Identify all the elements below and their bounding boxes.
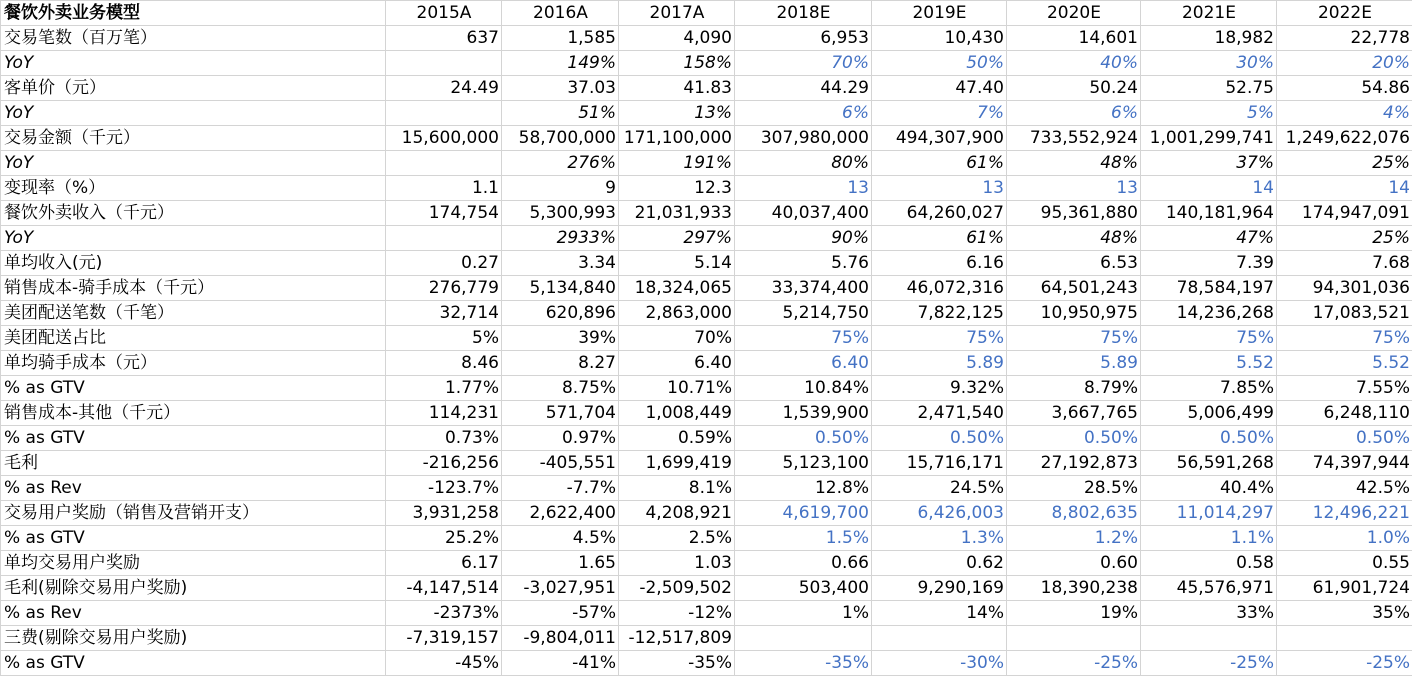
data-cell[interactable]: 14,601	[1007, 26, 1141, 51]
row-label[interactable]: 毛利(剔除交易用户奖励)	[1, 576, 386, 601]
data-cell[interactable]: 21,031,933	[619, 201, 735, 226]
data-cell[interactable]: 10,950,975	[1007, 301, 1141, 326]
data-cell[interactable]: 61,901,724	[1277, 576, 1412, 601]
data-cell[interactable]: 5.14	[619, 251, 735, 276]
year-header[interactable]: 2019E	[872, 1, 1007, 26]
data-cell[interactable]: 140,181,964	[1141, 201, 1277, 226]
data-cell[interactable]: 27,192,873	[1007, 451, 1141, 476]
data-cell[interactable]: 12.8%	[735, 476, 872, 501]
data-cell[interactable]: -4,147,514	[386, 576, 502, 601]
data-cell[interactable]: 78,584,197	[1141, 276, 1277, 301]
row-label[interactable]: 单均交易用户奖励	[1, 551, 386, 576]
data-cell[interactable]: -2373%	[386, 601, 502, 626]
data-cell[interactable]: 2,471,540	[872, 401, 1007, 426]
data-cell[interactable]: 25.2%	[386, 526, 502, 551]
sheet-title[interactable]: 餐饮外卖业务模型	[1, 1, 386, 26]
data-cell[interactable]: 18,390,238	[1007, 576, 1141, 601]
table-row	[1, 126, 1412, 151]
data-cell[interactable]: 5.52	[1277, 351, 1412, 376]
data-cell[interactable]	[1277, 626, 1412, 651]
data-cell[interactable]: 0.73%	[386, 426, 502, 451]
data-cell[interactable]: 11,014,297	[1141, 501, 1277, 526]
data-cell[interactable]: 0.27	[386, 251, 502, 276]
data-cell[interactable]	[735, 626, 872, 651]
data-cell[interactable]: 4,619,700	[735, 501, 872, 526]
data-cell[interactable]: 95,361,880	[1007, 201, 1141, 226]
data-cell[interactable]: 64,501,243	[1007, 276, 1141, 301]
data-cell[interactable]: 0.60	[1007, 551, 1141, 576]
row-label[interactable]: 餐饮外卖收入（千元）	[1, 201, 386, 226]
data-cell[interactable]: 503,400	[735, 576, 872, 601]
data-cell[interactable]: 8.27	[502, 351, 619, 376]
data-cell[interactable]: 4,090	[619, 26, 735, 51]
data-cell[interactable]: 54.86	[1277, 76, 1412, 101]
data-cell[interactable]: 33%	[1141, 601, 1277, 626]
data-cell[interactable]: 12,496,221	[1277, 501, 1412, 526]
data-cell[interactable]: 13	[735, 176, 872, 201]
table-row	[1, 176, 1412, 201]
row-label[interactable]: % as GTV	[1, 526, 386, 551]
year-header[interactable]: 2015A	[386, 1, 502, 26]
data-cell[interactable]: 6.53	[1007, 251, 1141, 276]
table-row	[1, 101, 1412, 126]
data-cell[interactable]: 1.03	[619, 551, 735, 576]
data-cell[interactable]: -25%	[1007, 651, 1141, 676]
data-cell[interactable]: 25%	[1277, 226, 1412, 251]
data-cell[interactable]: 5%	[1141, 101, 1277, 126]
data-cell[interactable]: 174,754	[386, 201, 502, 226]
data-cell[interactable]: 3,931,258	[386, 501, 502, 526]
data-cell[interactable]: -3,027,951	[502, 576, 619, 601]
row-label[interactable]: 交易金额（千元）	[1, 126, 386, 151]
data-cell[interactable]: 158%	[619, 51, 735, 76]
data-cell[interactable]: 37.03	[502, 76, 619, 101]
row-label[interactable]: 客单价（元）	[1, 76, 386, 101]
data-cell[interactable]: 1.2%	[1007, 526, 1141, 551]
data-cell[interactable]: 75%	[735, 326, 872, 351]
table-row	[1, 626, 1412, 651]
data-cell[interactable]: 6,248,110	[1277, 401, 1412, 426]
data-cell[interactable]: 1,249,622,076	[1277, 126, 1412, 151]
data-cell[interactable]: 75%	[1141, 326, 1277, 351]
data-cell[interactable]: 571,704	[502, 401, 619, 426]
data-cell[interactable]: 7.68	[1277, 251, 1412, 276]
data-cell[interactable]: 2.5%	[619, 526, 735, 551]
data-cell[interactable]: 44.29	[735, 76, 872, 101]
year-header[interactable]: 2018E	[735, 1, 872, 26]
year-header[interactable]: 2020E	[1007, 1, 1141, 26]
data-cell[interactable]: 5,123,100	[735, 451, 872, 476]
data-cell[interactable]: 47%	[1141, 226, 1277, 251]
data-cell[interactable]: 6.16	[872, 251, 1007, 276]
data-cell[interactable]: 1,001,299,741	[1141, 126, 1277, 151]
data-cell[interactable]	[386, 151, 502, 176]
data-cell[interactable]: 50.24	[1007, 76, 1141, 101]
table-row	[1, 551, 1412, 576]
row-label[interactable]: 三费(剔除交易用户奖励)	[1, 626, 386, 651]
data-cell[interactable]: 4,208,921	[619, 501, 735, 526]
data-cell[interactable]: 47.40	[872, 76, 1007, 101]
data-cell[interactable]: 174,947,091	[1277, 201, 1412, 226]
data-cell[interactable]: 6.40	[735, 351, 872, 376]
data-cell[interactable]: 0.50%	[1141, 426, 1277, 451]
data-cell[interactable]: -25%	[1141, 651, 1277, 676]
data-cell[interactable]: 28.5%	[1007, 476, 1141, 501]
data-cell[interactable]: 61%	[872, 226, 1007, 251]
data-cell[interactable]: 42.5%	[1277, 476, 1412, 501]
data-cell[interactable]: 7.55%	[1277, 376, 1412, 401]
data-cell[interactable]: 9	[502, 176, 619, 201]
table-row	[1, 151, 1412, 176]
data-cell[interactable]: 52.75	[1141, 76, 1277, 101]
table-row	[1, 326, 1412, 351]
data-cell[interactable]: 7.39	[1141, 251, 1277, 276]
data-cell[interactable]: 22,778	[1277, 26, 1412, 51]
data-cell[interactable]: 5.52	[1141, 351, 1277, 376]
table-row	[1, 51, 1412, 76]
row-label[interactable]: 交易笔数（百万笔）	[1, 26, 386, 51]
data-cell[interactable]: 25%	[1277, 151, 1412, 176]
table-row	[1, 201, 1412, 226]
data-cell[interactable]: 0.55	[1277, 551, 1412, 576]
data-cell[interactable]: 3,667,765	[1007, 401, 1141, 426]
data-cell[interactable]: 191%	[619, 151, 735, 176]
data-cell[interactable]: 5,134,840	[502, 276, 619, 301]
row-label[interactable]: 单均骑手成本（元）	[1, 351, 386, 376]
table-row	[1, 526, 1412, 551]
data-cell[interactable]: 1.5%	[735, 526, 872, 551]
data-cell[interactable]: 70%	[735, 51, 872, 76]
data-cell[interactable]	[1141, 626, 1277, 651]
data-cell[interactable]: 64,260,027	[872, 201, 1007, 226]
data-cell[interactable]: 5%	[386, 326, 502, 351]
data-cell[interactable]: 13	[872, 176, 1007, 201]
data-cell[interactable]: 7,822,125	[872, 301, 1007, 326]
data-cell[interactable]: -405,551	[502, 451, 619, 476]
data-cell[interactable]: 2933%	[502, 226, 619, 251]
data-cell[interactable]: 32,714	[386, 301, 502, 326]
row-label[interactable]: 单均收入(元)	[1, 251, 386, 276]
data-cell[interactable]: 5,300,993	[502, 201, 619, 226]
table-row	[1, 401, 1412, 426]
data-cell[interactable]: -35%	[619, 651, 735, 676]
data-cell[interactable]: 7.85%	[1141, 376, 1277, 401]
data-cell[interactable]: 14%	[872, 601, 1007, 626]
data-cell[interactable]: 0.97%	[502, 426, 619, 451]
data-cell[interactable]: 39%	[502, 326, 619, 351]
data-cell[interactable]: 14	[1277, 176, 1412, 201]
data-cell[interactable]: -7.7%	[502, 476, 619, 501]
data-cell[interactable]: 1%	[735, 601, 872, 626]
data-cell[interactable]: -25%	[1277, 651, 1412, 676]
data-cell[interactable]: 80%	[735, 151, 872, 176]
data-cell[interactable]: 6%	[1007, 101, 1141, 126]
data-cell[interactable]: 5.89	[872, 351, 1007, 376]
data-cell[interactable]: 1.77%	[386, 376, 502, 401]
row-label[interactable]: 变现率（%）	[1, 176, 386, 201]
data-cell[interactable]: 1.3%	[872, 526, 1007, 551]
table-row	[1, 226, 1412, 251]
data-cell[interactable]: 70%	[619, 326, 735, 351]
table-row	[1, 376, 1412, 401]
data-cell[interactable]: 50%	[872, 51, 1007, 76]
table-row	[1, 351, 1412, 376]
data-cell[interactable]: 10.84%	[735, 376, 872, 401]
data-cell[interactable]: -35%	[735, 651, 872, 676]
data-cell[interactable]: 8,802,635	[1007, 501, 1141, 526]
row-label[interactable]: YoY	[1, 226, 386, 251]
data-cell[interactable]: 51%	[502, 101, 619, 126]
data-cell[interactable]: -7,319,157	[386, 626, 502, 651]
data-cell[interactable]: 637	[386, 26, 502, 51]
data-cell[interactable]: 2,863,000	[619, 301, 735, 326]
data-cell[interactable]: 114,231	[386, 401, 502, 426]
data-cell[interactable]: 18,324,065	[619, 276, 735, 301]
data-cell[interactable]: 1.0%	[1277, 526, 1412, 551]
data-cell[interactable]: 14	[1141, 176, 1277, 201]
row-label[interactable]: YoY	[1, 51, 386, 76]
data-cell[interactable]: -123.7%	[386, 476, 502, 501]
data-cell[interactable]: 5,214,750	[735, 301, 872, 326]
data-cell[interactable]: 41.83	[619, 76, 735, 101]
data-cell[interactable]: -30%	[872, 651, 1007, 676]
year-header[interactable]: 2022E	[1277, 1, 1412, 26]
data-cell[interactable]: 5.89	[1007, 351, 1141, 376]
data-cell[interactable]: 12.3	[619, 176, 735, 201]
data-cell[interactable]: 90%	[735, 226, 872, 251]
data-cell[interactable]: 17,083,521	[1277, 301, 1412, 326]
data-cell[interactable]: 0.66	[735, 551, 872, 576]
data-cell[interactable]	[386, 51, 502, 76]
data-cell[interactable]: 94,301,036	[1277, 276, 1412, 301]
data-cell[interactable]	[1007, 626, 1141, 651]
table-row	[1, 576, 1412, 601]
data-cell[interactable]: 4%	[1277, 101, 1412, 126]
data-cell[interactable]: 0.59%	[619, 426, 735, 451]
data-cell[interactable]: 10,430	[872, 26, 1007, 51]
data-cell[interactable]: 1.1	[386, 176, 502, 201]
data-cell[interactable]: 0.62	[872, 551, 1007, 576]
data-cell[interactable]: 13%	[619, 101, 735, 126]
data-cell[interactable]: 1.65	[502, 551, 619, 576]
row-label[interactable]: % as GTV	[1, 426, 386, 451]
data-cell[interactable]: 0.50%	[1007, 426, 1141, 451]
data-cell[interactable]: 10.71%	[619, 376, 735, 401]
data-cell[interactable]: 33,374,400	[735, 276, 872, 301]
data-cell[interactable]: 2,622,400	[502, 501, 619, 526]
table-row	[1, 476, 1412, 501]
data-cell[interactable]: 171,100,000	[619, 126, 735, 151]
data-cell[interactable]: 6.40	[619, 351, 735, 376]
data-cell[interactable]: 40%	[1007, 51, 1141, 76]
data-cell[interactable]: 297%	[619, 226, 735, 251]
data-cell[interactable]: 149%	[502, 51, 619, 76]
data-cell[interactable]: 74,397,944	[1277, 451, 1412, 476]
data-cell[interactable]: 6,953	[735, 26, 872, 51]
sheet-body	[1, 1, 1412, 676]
data-cell[interactable]: 0.58	[1141, 551, 1277, 576]
row-label[interactable]: % as Rev	[1, 476, 386, 501]
header-row	[1, 1, 1412, 26]
data-cell[interactable]: 15,716,171	[872, 451, 1007, 476]
data-cell[interactable]: 307,980,000	[735, 126, 872, 151]
data-cell[interactable]: 8.75%	[502, 376, 619, 401]
data-cell[interactable]: -45%	[386, 651, 502, 676]
data-cell[interactable]: 0.50%	[872, 426, 1007, 451]
data-cell[interactable]: 6.17	[386, 551, 502, 576]
row-label[interactable]: 销售成本-骑手成本（千元）	[1, 276, 386, 301]
data-cell[interactable]: 1,008,449	[619, 401, 735, 426]
data-cell[interactable]	[872, 626, 1007, 651]
data-cell[interactable]: 37%	[1141, 151, 1277, 176]
table-row	[1, 501, 1412, 526]
data-cell[interactable]: 5,006,499	[1141, 401, 1277, 426]
data-cell[interactable]: 0.50%	[1277, 426, 1412, 451]
data-cell[interactable]: -41%	[502, 651, 619, 676]
data-cell[interactable]: 48%	[1007, 226, 1141, 251]
year-header[interactable]: 2021E	[1141, 1, 1277, 26]
row-label[interactable]: 美团配送占比	[1, 326, 386, 351]
data-cell[interactable]: 56,591,268	[1141, 451, 1277, 476]
data-cell[interactable]: 48%	[1007, 151, 1141, 176]
data-cell[interactable]: 276,779	[386, 276, 502, 301]
data-cell[interactable]: 18,982	[1141, 26, 1277, 51]
row-label[interactable]: 交易用户奖励（销售及营销开支）	[1, 501, 386, 526]
data-cell[interactable]: 20%	[1277, 51, 1412, 76]
table-row	[1, 601, 1412, 626]
data-cell[interactable]: -12,517,809	[619, 626, 735, 651]
data-cell[interactable]: 40,037,400	[735, 201, 872, 226]
data-cell[interactable]: 46,072,316	[872, 276, 1007, 301]
data-cell[interactable]: 733,552,924	[1007, 126, 1141, 151]
data-cell[interactable]: 8.46	[386, 351, 502, 376]
data-cell[interactable]: -9,804,011	[502, 626, 619, 651]
data-cell[interactable]: 9.32%	[872, 376, 1007, 401]
data-cell[interactable]: -57%	[502, 601, 619, 626]
row-label[interactable]: 美团配送笔数（千笔）	[1, 301, 386, 326]
data-cell[interactable]: 58,700,000	[502, 126, 619, 151]
data-cell[interactable]: 1,585	[502, 26, 619, 51]
table-row	[1, 76, 1412, 101]
data-cell[interactable]: 30%	[1141, 51, 1277, 76]
data-cell[interactable]: 24.5%	[872, 476, 1007, 501]
data-cell[interactable]: 35%	[1277, 601, 1412, 626]
data-cell[interactable]: 0.50%	[735, 426, 872, 451]
row-label[interactable]: % as GTV	[1, 651, 386, 676]
data-cell[interactable]: 1,539,900	[735, 401, 872, 426]
data-cell[interactable]: -12%	[619, 601, 735, 626]
table-row	[1, 451, 1412, 476]
table-row	[1, 26, 1412, 51]
data-cell[interactable]: -216,256	[386, 451, 502, 476]
data-cell[interactable]: 276%	[502, 151, 619, 176]
data-cell[interactable]: 14,236,268	[1141, 301, 1277, 326]
data-cell[interactable]	[386, 226, 502, 251]
table-row	[1, 651, 1412, 676]
data-cell[interactable]: 1.1%	[1141, 526, 1277, 551]
row-label[interactable]: YoY	[1, 151, 386, 176]
data-cell[interactable]: 6%	[735, 101, 872, 126]
data-cell[interactable]: 75%	[872, 326, 1007, 351]
row-label[interactable]: % as GTV	[1, 376, 386, 401]
table-row	[1, 426, 1412, 451]
row-label[interactable]: YoY	[1, 101, 386, 126]
table-row	[1, 251, 1412, 276]
data-cell[interactable]: 4.5%	[502, 526, 619, 551]
data-cell[interactable]: 24.49	[386, 76, 502, 101]
data-cell[interactable]: 61%	[872, 151, 1007, 176]
year-header[interactable]: 2017A	[619, 1, 735, 26]
data-cell[interactable]: -2,509,502	[619, 576, 735, 601]
data-cell[interactable]: 75%	[1277, 326, 1412, 351]
row-label[interactable]: 毛利	[1, 451, 386, 476]
data-cell[interactable]: 8.1%	[619, 476, 735, 501]
data-cell[interactable]: 19%	[1007, 601, 1141, 626]
row-label[interactable]: % as Rev	[1, 601, 386, 626]
data-cell[interactable]: 6,426,003	[872, 501, 1007, 526]
data-cell[interactable]	[386, 101, 502, 126]
table-row	[1, 301, 1412, 326]
data-cell[interactable]: 5.76	[735, 251, 872, 276]
data-cell[interactable]: 620,896	[502, 301, 619, 326]
data-cell[interactable]: 494,307,900	[872, 126, 1007, 151]
year-header[interactable]: 2016A	[502, 1, 619, 26]
table-row	[1, 276, 1412, 301]
data-cell[interactable]: 40.4%	[1141, 476, 1277, 501]
data-cell[interactable]: 1,699,419	[619, 451, 735, 476]
row-label[interactable]: 销售成本-其他（千元）	[1, 401, 386, 426]
data-cell[interactable]: 9,290,169	[872, 576, 1007, 601]
data-cell[interactable]: 7%	[872, 101, 1007, 126]
data-cell[interactable]: 3.34	[502, 251, 619, 276]
data-cell[interactable]: 15,600,000	[386, 126, 502, 151]
data-cell[interactable]: 75%	[1007, 326, 1141, 351]
data-cell[interactable]: 45,576,971	[1141, 576, 1277, 601]
data-cell[interactable]: 13	[1007, 176, 1141, 201]
data-cell[interactable]: 8.79%	[1007, 376, 1141, 401]
